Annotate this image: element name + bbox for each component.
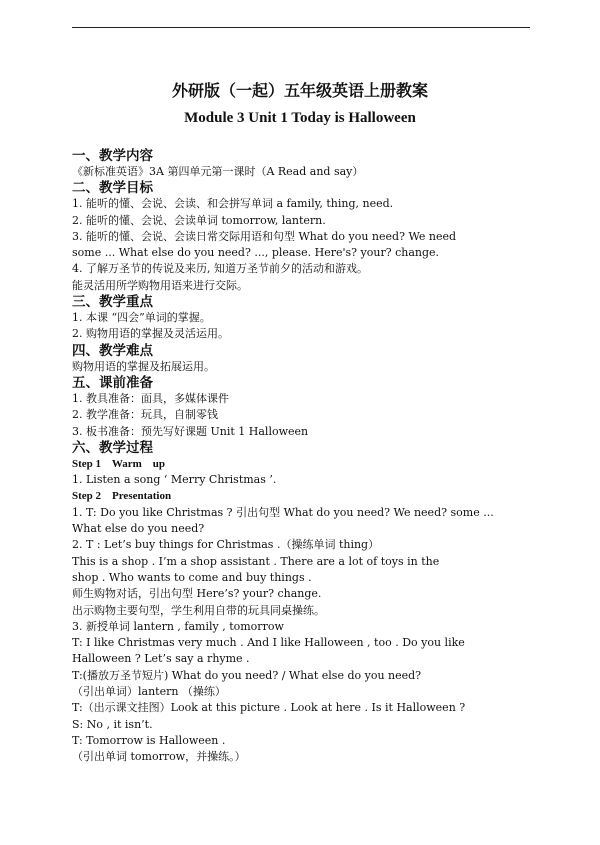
text-line: （引出单词 tomorrow，并操练。）: [72, 750, 246, 764]
text-line: This is a shop . I’m a shop assistant . There are a lot of toys in the: [72, 554, 440, 568]
text-line: T: I like Christmas very much . And I like Halloween , too . Do you like: [72, 636, 465, 650]
text-line: 3. 能听的懂、会说、会读日常交际用语和句型 What do you need? We need: [72, 229, 457, 243]
text-line: T:（出示课文挂图）Look at this picture . Look at here . Is it Halloween ?: [72, 701, 466, 715]
section-heading-difficulties: 四、教学难点: [72, 342, 153, 359]
text-line: T:(播放万圣节短片) What do you need? / What else do you need?: [72, 668, 422, 682]
text-line: 2. 教学准备：玩具，自制零钱: [72, 408, 218, 422]
text-line: 1. T: Do you like Christmas ? 引出句型 What do you need? We need? some ...: [72, 505, 494, 519]
text-line: 1. 本课 “四会”单词的掌握。: [72, 311, 211, 325]
text-line: S: No , it isn’t.: [72, 717, 153, 731]
text-line: shop . Who wants to come and buy things .: [72, 570, 312, 584]
text-line: 1. 教具准备：面具，多媒体课件: [72, 391, 229, 405]
page-subtitle: Module 3 Unit 1 Today is Halloween: [184, 110, 416, 126]
text-line: 3. 板书准备：预先写好课题 Unit 1 Halloween: [72, 424, 309, 438]
text-line: 2. 能听的懂、会说、会读单词 tomorrow, lantern.: [72, 213, 326, 227]
text-line: 1. Listen a song ‘ Merry Christmas ’.: [72, 473, 277, 487]
text-line: 能灵活用所学购物用语来进行交际。: [72, 278, 248, 292]
text-line: （引出单词）lantern （操练）: [72, 685, 226, 699]
section-heading-preparation: 五、课前准备: [72, 374, 153, 391]
text-line: T: Tomorrow is Halloween .: [72, 733, 226, 747]
text-line: 《新标准英语》3A 第四单元第一课时（A Read and say）: [72, 165, 364, 178]
text-line: 4. 了解万圣节的传说及来历, 知道万圣节前夕的活动和游戏。: [72, 262, 368, 276]
lesson-body: [72, 148, 532, 766]
text-line: 出示购物主要句型，学生利用自带的玩具同桌操练。: [72, 603, 325, 617]
text-line: 购物用语的掌握及拓展运用。: [72, 359, 215, 373]
text-line: 2. 购物用语的掌握及灵活运用。: [72, 327, 229, 341]
step-heading: Step 2 Presentation: [72, 490, 172, 503]
text-line: 师生购物对话，引出句型 Here’s? your? change.: [72, 587, 322, 601]
header-rule: [72, 27, 530, 28]
section-heading-key-points: 三、教学重点: [72, 294, 153, 311]
section-heading-procedure: 六、教学过程: [72, 439, 153, 456]
text-line: What else do you need?: [72, 522, 205, 536]
text-line: 1. 能听的懂、会说、会读、和会拼写单词 a family, thing, need.: [72, 197, 394, 211]
section-heading-goals: 二、教学目标: [72, 180, 153, 197]
text-line: 2. T : Let’s buy things for Christmas .（操练单词 thing）: [72, 538, 380, 552]
text-line: some ... What else do you need? ..., please. Here's? your? change.: [72, 246, 440, 260]
page-title: 外研版（一起）五年级英语上册教案: [171, 81, 428, 100]
section-heading-content: 一、教学内容: [72, 148, 153, 164]
text-line: Halloween ? Let’s say a rhyme .: [72, 652, 250, 666]
text-line: 3. 新授单词 lantern , family , tomorrow: [72, 619, 284, 633]
step-heading: Step 1 Warm up: [72, 457, 166, 470]
